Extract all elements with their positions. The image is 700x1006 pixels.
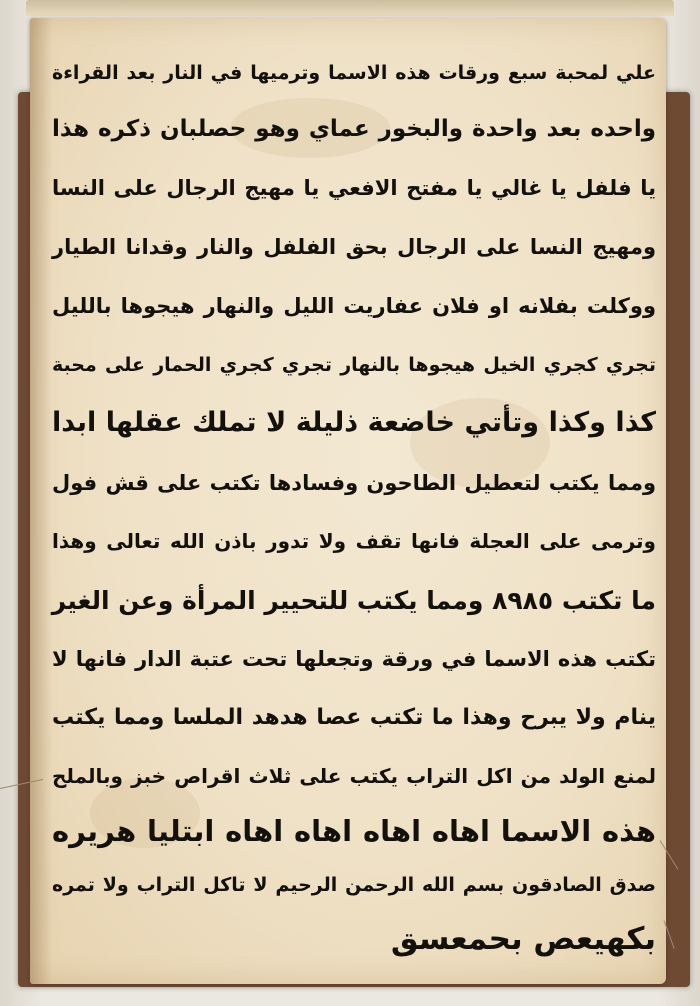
manuscript-line: لمنع الولد من اكل التراب يكتب على ثلاث اقراص خبز وبالملح xyxy=(52,764,656,788)
manuscript-line: ومما يكتب لتعطيل الطاحون وفسادها تكتب على قش فول xyxy=(52,471,656,495)
manuscript-line: ما تكتب ٨٩٨٥ ومما يكتب للتحيير المرأة وعن الغير xyxy=(51,586,656,615)
manuscript-line: وترمى على العجلة فانها تقف ولا تدور باذن الله تعالى وهذا xyxy=(52,529,656,553)
manuscript-text xyxy=(52,36,656,966)
manuscript-line: تجري كجري الخيل هيجوها بالنهار تجري كجري الحمار على محبة xyxy=(52,354,656,376)
manuscript-line: ومهيج النسا على الرجال بحق الفلفل والنار وقدانا الطيار xyxy=(52,235,656,259)
manuscript-line: ووكلت بفلانه او فلان عفاريت الليل والنهار هيجوها بالليل xyxy=(52,294,656,318)
manuscript-page xyxy=(30,18,666,984)
previous-page-edge xyxy=(26,0,674,16)
manuscript-line: كذا وكذا وتأتي خاضعة ذليلة لا تملك عقلها ابدا xyxy=(52,407,656,438)
manuscript-line: صدق الصادقون بسم الله الرحمن الرحيم لا تاكل التراب ولا تمره xyxy=(52,874,656,896)
manuscript-line: يا فلفل يا غالي يا مفتح الافعي يا مهيج الرجال على النسا xyxy=(52,176,656,200)
manuscript-line: هذه الاسما اهاه اهاه اهاه اهاه ابتليا هريره xyxy=(52,814,656,848)
manuscript-line: واحده بعد واحدة والبخور عماي وهو حصلبان ذكره هذا xyxy=(52,116,656,142)
manuscript-line: بكهيعص بحمعسق xyxy=(390,921,656,957)
spine-shadow xyxy=(30,18,52,984)
manuscript-line: تكتب هذه الاسما في ورقة وتجعلها تحت عتبة الدار فانها لا xyxy=(52,647,656,671)
manuscript-line: ينام ولا يبرح وهذا ما تكتب عصا هدهد الملسا ومما يكتب xyxy=(52,705,656,730)
manuscript-line: علي لمحبة سبع ورقات هذه الاسما وترميها في النار بعد القراءة xyxy=(52,62,656,84)
